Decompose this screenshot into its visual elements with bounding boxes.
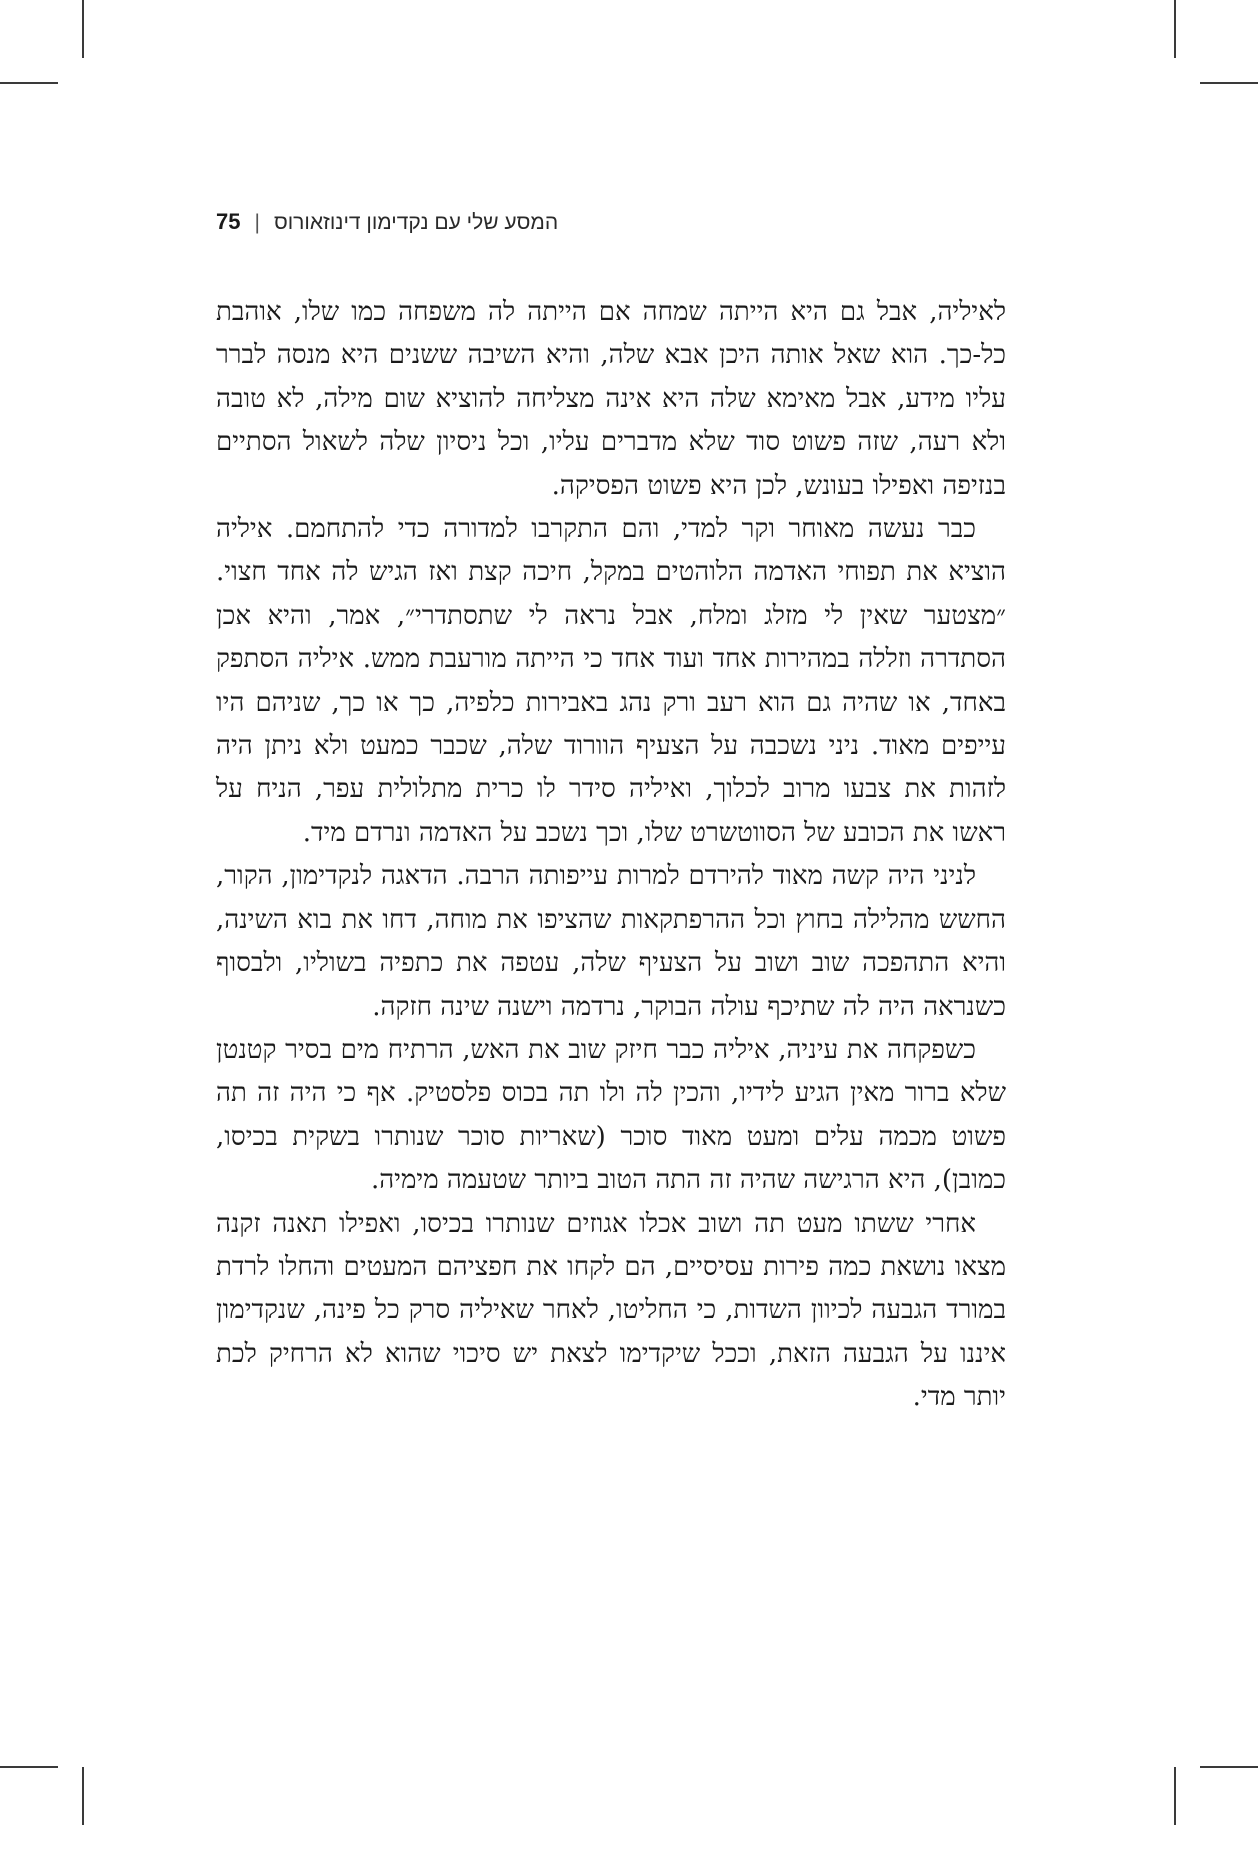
crop-mark xyxy=(1174,0,1176,58)
crop-mark xyxy=(1174,1767,1176,1825)
paragraph: לניני היה קשה מאוד להירדם למרות עייפותה הרבה. הדאגה לנקדימון, הקור, החשש מהלילה בחוץ וכל ההרפתקאות שהציפו את מוחה, דחו את בוא השינה, והיא התהפכה שוב ושוב על הצעיף שלה, עטפה את כתפיה בשוליו, ולבסוף כשנראה היה לה שתיכף עולה הבוקר, נרדמה וישנה שינה חזקה. xyxy=(216,861,1006,1022)
crop-mark xyxy=(82,1767,84,1825)
page-number: 75 xyxy=(216,209,241,234)
running-head xyxy=(216,209,606,235)
paragraph: אחרי ששתו מעט תה ושוב אכלו אגוזים שנותרו בכיסו, ואפילו תאנה זקנה מצאו נושאת כמה פירות עסיסיים, הם לקחו את חפציהם המעטים והחלו לרדת במורד הגבעה לכיוון השדות, כי החליטו, לאחר שאיליה סרק כל פינה, שנקדימון איננו על הגבעה הזאת, וככל שיקדימו לצאת יש סיכוי שהוא לא הרחיק לכת יותר מדי. xyxy=(216,1208,1006,1413)
crop-mark xyxy=(0,82,58,84)
crop-mark xyxy=(1200,82,1258,84)
paragraph: כבר נעשה מאוחר וקר למדי, והם התקרבו למדורה כדי להתחמם. איליה הוציא את תפוחי האדמה הלוהטים במקל, חיכה קצת ואז הגיש לה אחד חצוי. ״מצטער שאין לי מזלג ומלח, אבל נראה לי שתסתדרי״, אמר, והיא אכן הסתדרה וזללה במהירות אחד ועוד אחד כי הייתה מורעבת ממש. איליה הסתפק באחד, או שהיה גם הוא רעב ורק נהג באבירות כלפיה, כך או כך, שניהם היו עייפים מאוד. ניני נשכבה על הצעיף הוורוד שלה, שכבר כמעט ולא ניתן היה לזהות את צבעו מרוב לכלוך, ואיליה סידר לו כרית מתלולית עפר, הניח על ראשו את הכובע של הסווטשרט שלו, וכך נשכב על האדמה ונרדם מיד. xyxy=(216,514,1006,848)
crop-mark xyxy=(82,0,84,58)
body-text xyxy=(216,291,1006,1420)
crop-mark xyxy=(0,1766,58,1768)
crop-mark xyxy=(1200,1766,1258,1768)
paragraph: לאיליה, אבל גם היא הייתה שמחה אם הייתה לה משפחה כמו שלו, אוהבת כל-כך. הוא שאל אותה היכן אבא שלה, והיא השיבה ששנים היא מנסה לברר עליו מידע, אבל מאימא שלה היא אינה מצליחה להוציא שום מילה, לא טובה ולא רעה, שזה פשוט סוד שלא מדברים עליו, וכל ניסיון שלה לשאול הסתיים בנזיפה ואפילו בעונש, לכן היא פשוט הפסיקה. xyxy=(216,297,1006,501)
header-separator: | xyxy=(254,211,260,234)
book-title: המסע שלי עם נקדימון דינוזאורוס xyxy=(273,211,559,234)
paragraph: כשפקחה את עיניה, איליה כבר חיזק שוב את האש, הרתיח מים בסיר קטנטן שלא ברור מאין הגיע לידיו, והכין לה ולו תה בכוס פלסטיק. אף כי היה זה תה פשוט מכמה עלים ומעט מאוד סוכר (שאריות סוכר שנותרו בשקית בכיסו, כמובן), היא הרגישה שהיה זה התה הטוב ביותר שטעמה מימיה. xyxy=(216,1034,1006,1196)
